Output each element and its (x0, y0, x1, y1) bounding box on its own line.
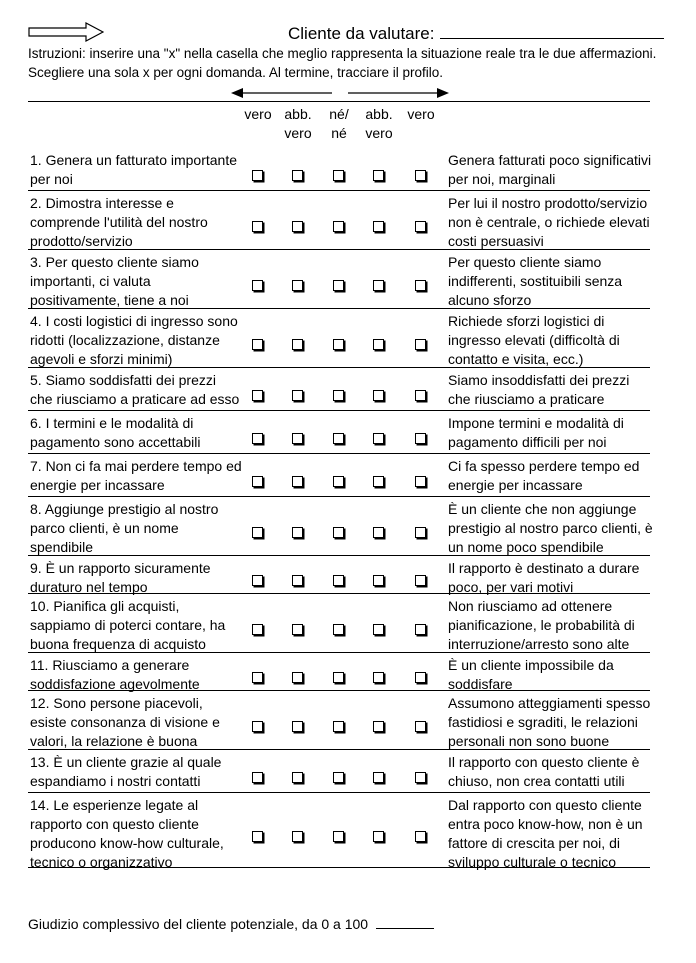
instructions (28, 44, 688, 82)
positive-statement: 4. I costi logistici di ingresso sono ridotti (localizzazione, distanze agevoli e sforzi minimi) (30, 313, 238, 367)
rating-checkbox[interactable] (252, 280, 263, 291)
column-header-line: abb. (365, 106, 393, 122)
column-header-line: vero (244, 106, 272, 122)
instructions-line: Istruzioni: inserire una "x" nella casella che meglio rappresenta la situazione reale tra le due affermazioni. (28, 46, 657, 61)
rating-checkbox[interactable] (252, 476, 263, 487)
column-header-line: vero (365, 125, 393, 141)
rating-checkbox[interactable] (292, 280, 303, 291)
question-row (28, 652, 650, 691)
column-header-line: né/ (329, 106, 349, 122)
rating-checkbox[interactable] (333, 721, 344, 732)
header-divider (28, 101, 650, 102)
rating-checkbox[interactable] (373, 390, 384, 401)
rating-checkbox[interactable] (333, 672, 344, 683)
rating-checkbox[interactable] (415, 339, 426, 350)
rating-checkbox[interactable] (333, 575, 344, 586)
negative-statement: È un cliente impossibile da soddisfare (448, 657, 614, 692)
rating-checkbox[interactable] (292, 721, 303, 732)
positive-statement: 12. Sono persone piacevoli, esiste consonanza di visione e valori, la relazione è buona (30, 695, 220, 749)
rating-checkbox[interactable] (333, 433, 344, 444)
rating-checkbox[interactable] (252, 221, 263, 232)
rating-checkbox[interactable] (292, 476, 303, 487)
positive-statement: 8. Aggiunge prestigio al nostro parco clienti, è un nome spendibile (30, 501, 219, 555)
overall-score (28, 916, 434, 932)
overall-score-label: Giudizio complessivo del cliente potenziale, da 0 a 100 (28, 916, 369, 932)
rating-checkbox[interactable] (292, 390, 303, 401)
positive-statement: 3. Per questo cliente siamo importanti, ci valuta positivamente, tiene a noi (30, 254, 199, 308)
rating-checkbox[interactable] (373, 476, 384, 487)
column-header-line: vero (284, 125, 312, 141)
question-row (28, 593, 650, 653)
negative-statement: Impone termini e modalità di pagamento difficili per noi (448, 415, 624, 450)
negative-statement: È un cliente che non aggiunge prestigio al nostro parco clienti, è un nome poco spendibile (448, 501, 653, 555)
rating-checkbox[interactable] (373, 280, 384, 291)
rating-checkbox[interactable] (373, 575, 384, 586)
rating-checkbox[interactable] (252, 527, 263, 538)
question-row (28, 792, 650, 868)
rating-checkbox[interactable] (415, 433, 426, 444)
rating-checkbox[interactable] (252, 721, 263, 732)
scale-arrows-icon (230, 86, 450, 100)
negative-statement: Non riusciamo ad ottenere pianificazione, le probabilità di interruzione/arresto sono alte (448, 598, 635, 652)
rating-checkbox[interactable] (415, 831, 426, 842)
rating-checkbox[interactable] (292, 575, 303, 586)
negative-statement: Siamo insoddisfatti dei prezzi che riusciamo a praticare (448, 372, 630, 407)
rating-checkbox[interactable] (333, 831, 344, 842)
client-title-label: Cliente da valutare: (288, 24, 435, 43)
rating-checkbox[interactable] (252, 575, 263, 586)
column-header-line (401, 124, 441, 143)
rating-checkbox[interactable] (252, 433, 263, 444)
question-row (28, 367, 650, 411)
rating-checkbox[interactable] (415, 624, 426, 635)
question-row (28, 190, 650, 250)
rating-checkbox[interactable] (252, 390, 263, 401)
rating-checkbox[interactable] (373, 831, 384, 842)
negative-statement: Il rapporto è destinato a durare poco, per vari motivi (448, 560, 640, 595)
rating-checkbox[interactable] (252, 772, 263, 783)
rating-checkbox[interactable] (333, 772, 344, 783)
rating-checkbox[interactable] (252, 624, 263, 635)
question-row (28, 308, 650, 368)
rating-checkbox[interactable] (333, 527, 344, 538)
rating-checkbox[interactable] (252, 672, 263, 683)
rating-checkbox[interactable] (292, 339, 303, 350)
positive-statement: 11. Riusciamo a generare soddisfazione agevolmente (30, 657, 200, 692)
rating-checkbox[interactable] (292, 624, 303, 635)
rating-checkbox[interactable] (292, 831, 303, 842)
question-row (28, 147, 650, 191)
arrow-right-icon (28, 22, 104, 42)
rating-checkbox[interactable] (252, 170, 263, 181)
positive-statement: 1. Genera un fatturato importante per noi (30, 152, 238, 187)
column-header-line: abb. (284, 106, 312, 122)
positive-statement: 6. I termini e le modalità di pagamento sono accettabili (30, 415, 201, 450)
rating-checkbox[interactable] (415, 672, 426, 683)
rating-checkbox[interactable] (333, 280, 344, 291)
rating-checkbox[interactable] (373, 221, 384, 232)
question-row (28, 555, 650, 594)
positive-statement: 2. Dimostra interesse e comprende l'utilità del nostro prodotto/servizio (30, 195, 208, 249)
question-row (28, 496, 653, 556)
question-row (28, 453, 650, 497)
rating-checkbox[interactable] (252, 831, 263, 842)
rating-checkbox[interactable] (292, 672, 303, 683)
question-row (28, 690, 650, 750)
negative-statement: Richiede sforzi logistici di ingresso elevati (difficoltà di contatto e visita, ecc.) (448, 313, 620, 367)
column-header-line: vero (407, 106, 435, 122)
rating-checkbox[interactable] (415, 575, 426, 586)
rating-checkbox[interactable] (415, 476, 426, 487)
client-title (288, 24, 664, 44)
rating-checkbox[interactable] (415, 221, 426, 232)
rating-checkbox[interactable] (373, 624, 384, 635)
rating-checkbox[interactable] (373, 170, 384, 181)
question-row (28, 249, 650, 309)
rating-checkbox[interactable] (333, 476, 344, 487)
rating-checkbox[interactable] (292, 433, 303, 444)
rating-checkbox[interactable] (415, 721, 426, 732)
rating-checkbox[interactable] (373, 772, 384, 783)
column-header-line (238, 124, 278, 143)
negative-statement: Genera fatturati poco significativi per noi, marginali (448, 152, 652, 187)
column-header (401, 105, 441, 143)
rating-checkbox[interactable] (333, 170, 344, 181)
positive-statement: 14. Le esperienze legate al rapporto con questo cliente producono know-how culturale, tecnico o organizzativo (30, 797, 224, 870)
rating-checkbox[interactable] (373, 721, 384, 732)
rating-checkbox[interactable] (333, 624, 344, 635)
question-row (28, 749, 650, 793)
column-header (359, 105, 399, 143)
rating-checkbox[interactable] (373, 433, 384, 444)
positive-statement: 5. Siamo soddisfatti dei prezzi che riusciamo a praticare ad esso (30, 372, 240, 407)
negative-statement: Il rapporto con questo cliente è chiuso, non crea contatti utili (448, 754, 640, 789)
negative-statement: Per lui il nostro prodotto/servizio non è centrale, o richiede elevati costi persuasivi (448, 195, 650, 249)
rating-checkbox[interactable] (415, 527, 426, 538)
rating-checkbox[interactable] (415, 772, 426, 783)
positive-statement: 7. Non ci fa mai perdere tempo ed energie per incassare (30, 458, 242, 493)
column-header-line: né (331, 125, 347, 141)
rating-checkbox[interactable] (292, 527, 303, 538)
instructions-line: Scegliere una sola x per ogni domanda. Al termine, tracciare il profilo. (28, 65, 443, 80)
rating-checkbox[interactable] (333, 339, 344, 350)
client-name-field[interactable] (440, 24, 664, 39)
negative-statement: Assumono atteggiamenti spesso fastidiosi e sgraditi, le relazioni personali non sono buone (448, 695, 651, 749)
rating-checkbox[interactable] (292, 221, 303, 232)
rating-checkbox[interactable] (333, 390, 344, 401)
question-row (28, 410, 650, 454)
rating-checkbox[interactable] (373, 527, 384, 538)
positive-statement: 10. Pianifica gli acquisti, sappiamo di poterci contare, ha buona frequenza di acquisto (30, 598, 226, 652)
rating-checkbox[interactable] (373, 339, 384, 350)
rating-checkbox[interactable] (292, 170, 303, 181)
negative-statement: Dal rapporto con questo cliente entra poco know-how, non è un fattore di crescita per noi, di sviluppo culturale o tecnico (448, 797, 643, 870)
positive-statement: 13. È un cliente grazie al quale espandiamo i nostri contatti (30, 754, 222, 789)
rating-checkbox[interactable] (333, 221, 344, 232)
rating-checkbox[interactable] (415, 390, 426, 401)
overall-score-field[interactable] (376, 916, 434, 929)
column-header (238, 105, 278, 143)
rating-checkbox[interactable] (415, 170, 426, 181)
column-header (319, 105, 359, 143)
rating-checkbox[interactable] (252, 339, 263, 350)
rating-checkbox[interactable] (373, 672, 384, 683)
rating-checkbox[interactable] (415, 280, 426, 291)
rating-checkbox[interactable] (292, 772, 303, 783)
negative-statement: Ci fa spesso perdere tempo ed energie per incassare (448, 458, 640, 493)
column-header (278, 105, 318, 143)
positive-statement: 9. È un rapporto sicuramente duraturo nel tempo (30, 560, 211, 595)
negative-statement: Per questo cliente siamo indifferenti, sostituibili senza alcuno sforzo (448, 254, 623, 308)
